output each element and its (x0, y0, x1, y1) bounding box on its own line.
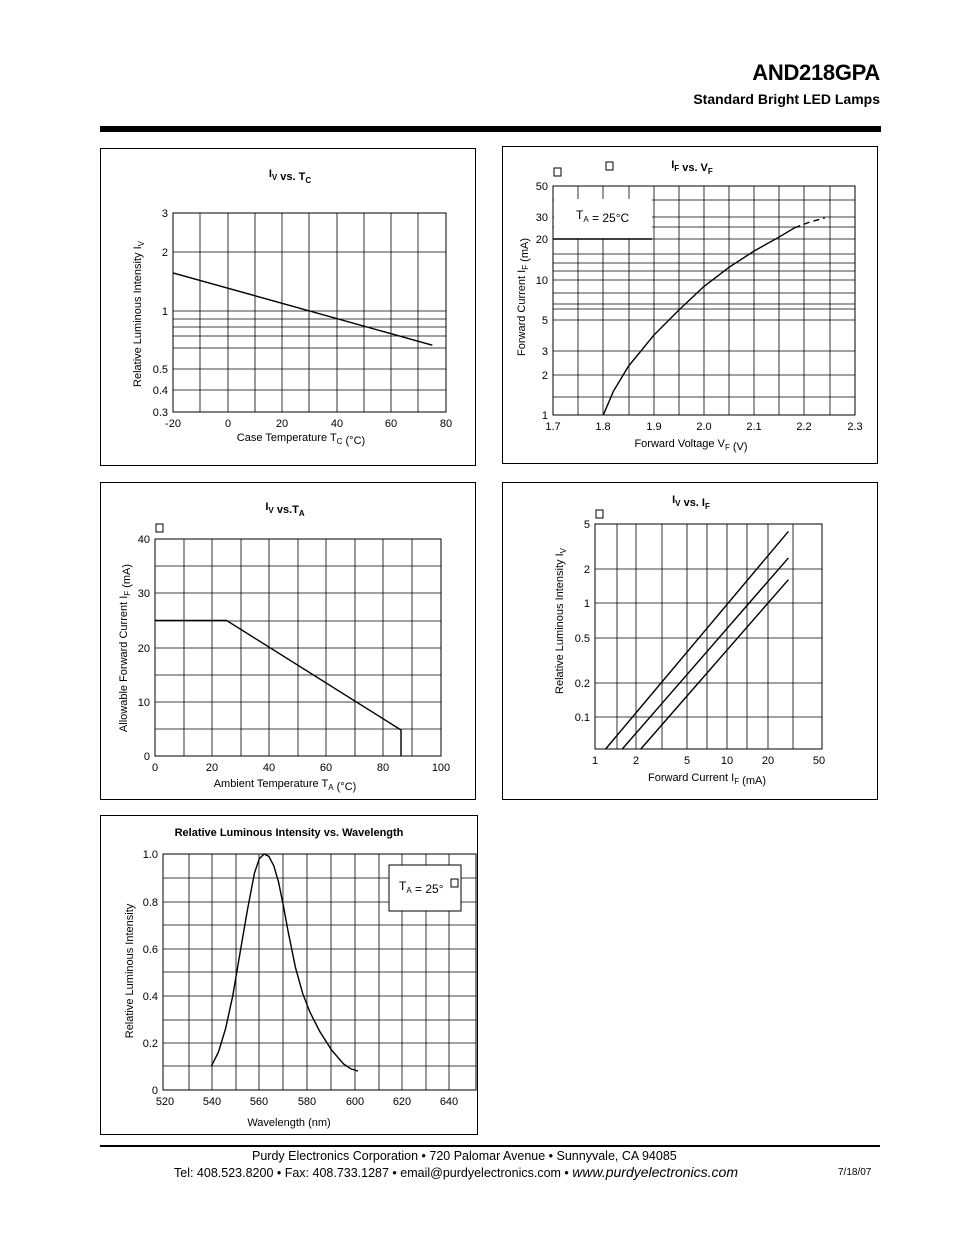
x-tick-label: 1.9 (646, 421, 662, 433)
marker-square (554, 168, 561, 176)
y-tick-label: 1 (583, 598, 590, 610)
x-tick-label: 20 (275, 418, 289, 430)
x-tick-label: 80 (439, 418, 453, 430)
x-tick-label: 580 (297, 1096, 317, 1108)
y-tick-label: 0.8 (142, 897, 158, 909)
y-tick-label: 2 (541, 370, 548, 382)
chart-panel-iv-vs-wavelength (100, 815, 478, 1135)
footer-rule (100, 1145, 880, 1147)
x-tick-label: 100 (431, 762, 451, 774)
x-tick-label: 640 (439, 1096, 459, 1108)
plot-frame (173, 213, 446, 412)
x-tick-label: 2.2 (796, 421, 812, 433)
annotation-label: $T_A = 25^\circ C$ (576, 208, 630, 225)
x-axis-label: Ambient Temperature $T_A$ (°C) (213, 778, 357, 793)
data-line (155, 620, 401, 756)
y-tick-label: 1 (161, 306, 168, 318)
annotation-label: $T_A = 25^\circ$ (399, 879, 444, 896)
y-tick-label: 5 (583, 519, 590, 531)
chart-panel-if-vs-vf (502, 146, 878, 464)
y-tick-label: 0 (151, 1085, 158, 1097)
x-tick-label: 1 (591, 755, 599, 767)
x-tick-label: -20 (165, 418, 181, 430)
chart-panel-iv-vs-if (502, 482, 878, 800)
x-tick-label: 0 (224, 418, 232, 430)
x-axis-label: Forward Current $I_F$ (mA) (648, 772, 766, 787)
data-line (606, 531, 789, 749)
x-tick-label: 10 (720, 755, 734, 767)
x-tick-label: 2.0 (696, 421, 712, 433)
y-axis-label: Relative Luminous Intensity (124, 903, 136, 1039)
y-tick-label: 30 (535, 212, 548, 224)
x-tick-label: 620 (392, 1096, 412, 1108)
chart-title: $I_F$ vs. $V_F$ (671, 159, 713, 176)
x-tick-label: 2 (632, 755, 640, 767)
data-line (173, 273, 432, 345)
x-tick-label: 80 (376, 762, 390, 774)
x-tick-label: 40 (330, 418, 344, 430)
chart-panel-iv-vs-tc (100, 148, 476, 466)
y-tick-label: 2 (583, 564, 590, 576)
product-subtitle: Standard Bright LED Lamps (693, 91, 880, 107)
y-tick-label: 0.2 (142, 1038, 158, 1050)
chart-if-vs-vf (503, 147, 879, 465)
y-tick-label: 0.5 (574, 633, 590, 645)
y-tick-label: 30 (137, 588, 150, 600)
footer-address-text: Purdy Electronics Corporation • 720 Palomar Avenue • Sunnyvale, CA 94085 (252, 1149, 677, 1163)
data-line (641, 580, 789, 749)
y-axis-label: Relative Luminous Intensity $I_V$ (132, 241, 146, 387)
chart-title: $I_V$ vs. $T_C$ (268, 168, 312, 185)
chart-title: $I_V$ $vs.T_A$ (265, 501, 305, 518)
chart-if-vs-ta (101, 483, 477, 801)
x-axis-label: Forward Voltage $V_F$ (V) (634, 438, 748, 453)
y-tick-label: 0.4 (152, 385, 168, 397)
x-tick-label: 0 (151, 762, 159, 774)
x-tick-label: 40 (262, 762, 276, 774)
x-tick-label: 540 (202, 1096, 222, 1108)
footer-contact-text: Tel: 408.523.8200 • Fax: 408.733.1287 • email@purdyelectronics.com • (174, 1166, 573, 1180)
part-number-title: AND218GPA (752, 60, 880, 85)
x-tick-label: 20 (761, 755, 775, 767)
chart-iv-vs-tc (101, 149, 477, 467)
y-tick-label: 10 (137, 697, 150, 709)
y-tick-label: 40 (137, 534, 150, 546)
footer-contact (174, 1164, 738, 1180)
x-tick-label: 2.3 (847, 421, 863, 433)
y-tick-label: 3 (541, 346, 548, 358)
y-tick-label: 50 (535, 181, 548, 193)
chart-title: Relative Luminous Intensity vs. Wavelength (174, 827, 404, 839)
marker-square (596, 510, 603, 518)
marker-square (606, 162, 613, 170)
x-axis-label: Wavelength (nm) (247, 1117, 331, 1129)
data-line (795, 218, 825, 228)
y-tick-label: 20 (137, 643, 150, 655)
y-tick-label: 0.2 (574, 678, 590, 690)
y-tick-label: 0 (143, 751, 150, 763)
y-tick-label: 10 (535, 275, 548, 287)
y-tick-label: 0.4 (142, 991, 158, 1003)
y-tick-label: 1.0 (142, 849, 158, 861)
x-tick-label: 5 (683, 755, 691, 767)
x-tick-label: 520 (155, 1096, 175, 1108)
y-tick-label: 20 (535, 234, 548, 246)
x-tick-label: 560 (249, 1096, 269, 1108)
y-axis-label: Forward Current $I_F$ (mA) (516, 238, 531, 356)
y-tick-label: 3 (161, 208, 168, 220)
data-line (603, 228, 794, 415)
x-tick-label: 600 (345, 1096, 365, 1108)
footer-date: 7/18/07 (838, 1167, 872, 1178)
y-tick-label: 1 (541, 410, 548, 422)
x-tick-label: 2.1 (746, 421, 762, 433)
y-axis-label: Relative Luminous Intensity $I_V$ (554, 548, 568, 694)
x-axis-label: Case Temperature $T_C$ (°C) (236, 432, 366, 447)
y-tick-label: 0.5 (152, 364, 168, 376)
x-tick-label: 1.8 (595, 421, 611, 433)
x-tick-label: 60 (384, 418, 398, 430)
footer-website-link[interactable]: www.purdyelectronics.com (572, 1164, 739, 1180)
y-tick-label: 0.6 (142, 944, 158, 956)
y-tick-label: 2 (161, 247, 168, 259)
chart-iv-vs-wavelength (101, 816, 479, 1136)
chart-panel-if-vs-ta (100, 482, 476, 800)
x-tick-label: 1.7 (545, 421, 561, 433)
y-tick-label: 0.1 (574, 712, 590, 724)
x-tick-label: 50 (812, 755, 826, 767)
data-line (211, 854, 358, 1071)
chart-iv-vs-if (503, 483, 879, 801)
header-rule (100, 126, 881, 132)
y-tick-label: 0.3 (152, 407, 168, 419)
y-tick-label: 5 (541, 315, 548, 327)
marker-square (156, 524, 163, 532)
data-line (622, 558, 788, 749)
y-axis-label: Allowable Forward Current $I_F$ (mA) (118, 563, 133, 733)
x-tick-label: 20 (205, 762, 219, 774)
chart-title: $I_V$ vs. $I_F$ (672, 494, 710, 511)
x-tick-label: 60 (319, 762, 333, 774)
